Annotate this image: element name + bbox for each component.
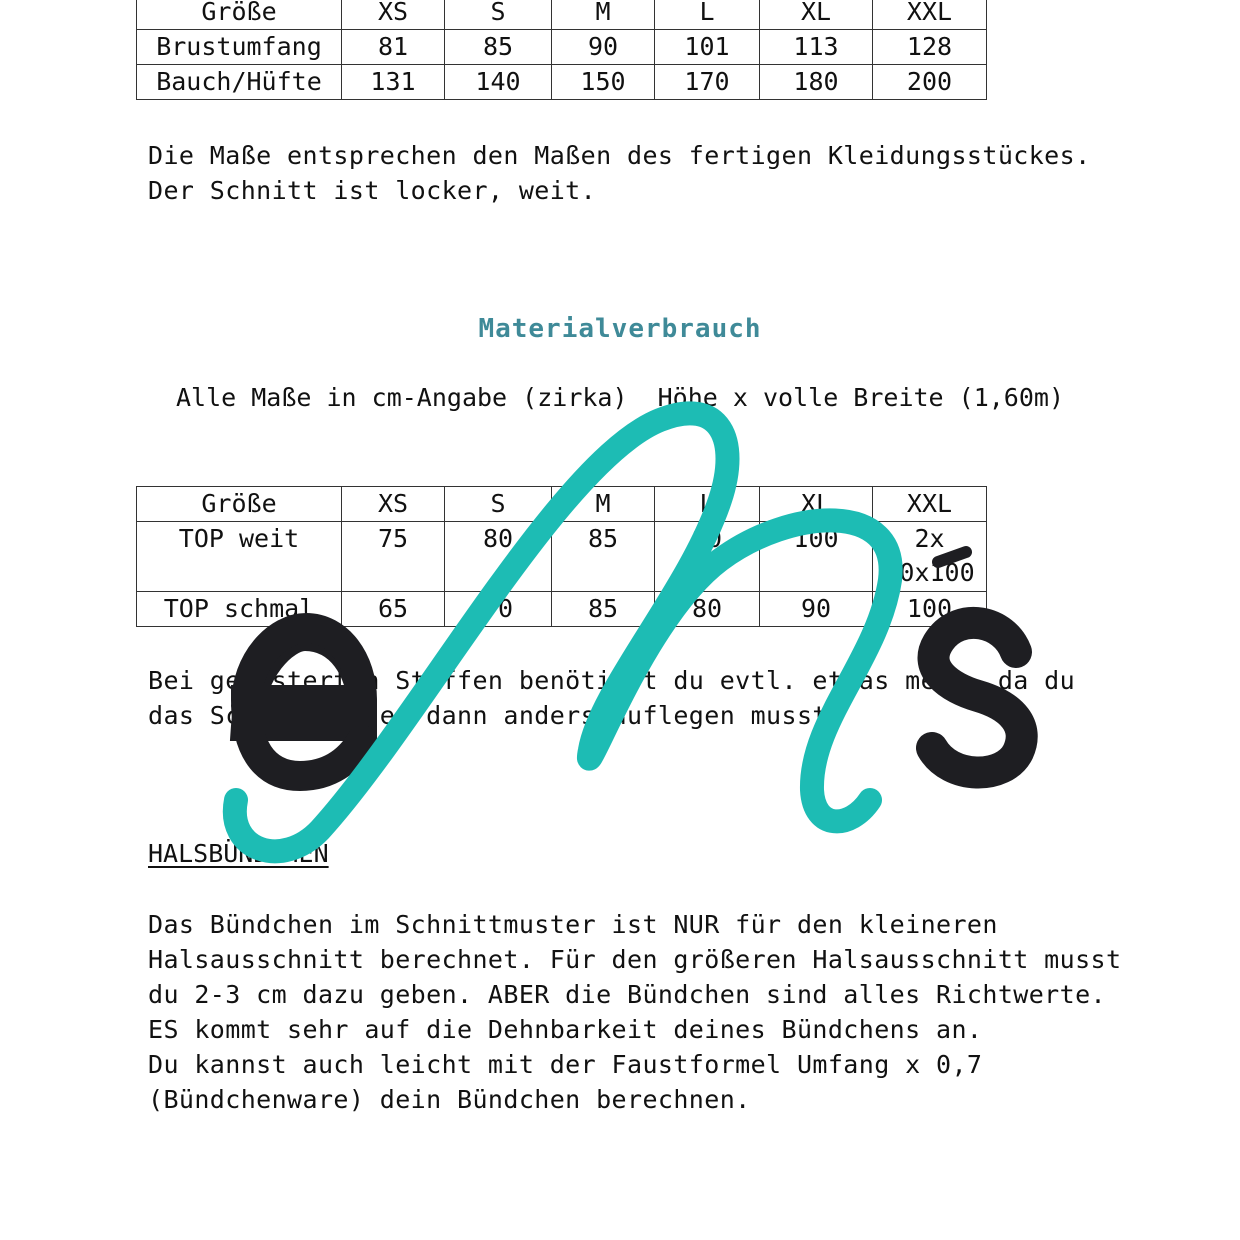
table-cell: 90 — [552, 30, 655, 65]
table-cell: 90 — [760, 592, 873, 627]
table-cell: 100 — [873, 592, 987, 627]
table-cell: 2x 90x100 — [873, 522, 987, 592]
table-cell: 65 — [342, 592, 445, 627]
table-cell: 131 — [342, 65, 445, 100]
table-row — [137, 592, 987, 627]
material-table — [136, 486, 987, 627]
table-cell: 113 — [760, 30, 873, 65]
table-cell: 80 — [445, 522, 552, 592]
table-cell: 70 — [445, 592, 552, 627]
size-table — [136, 0, 987, 100]
table-cell: L — [655, 0, 760, 30]
table-row — [137, 65, 987, 100]
table-cell: 170 — [655, 65, 760, 100]
table-cell: 85 — [552, 592, 655, 627]
section-heading-material: Materialverbrauch — [478, 314, 762, 344]
table-cell: TOP weit — [137, 522, 342, 592]
table-cell: Größe — [137, 487, 342, 522]
table-cell: XL — [760, 0, 873, 30]
table-cell: M — [552, 0, 655, 30]
table-cell: Bauch/Hüfte — [137, 65, 342, 100]
table-cell: 128 — [873, 30, 987, 65]
table-cell: 80 — [655, 592, 760, 627]
table-cell: 150 — [552, 65, 655, 100]
material-table-header-row — [137, 487, 987, 522]
table-cell: 140 — [445, 65, 552, 100]
table-cell: 101 — [655, 30, 760, 65]
table-cell: 81 — [342, 30, 445, 65]
measurement-note: Die Maße entsprechen den Maßen des fertigen Kleidungsstückes. Der Schnitt ist locker, weit. — [148, 141, 1091, 205]
table-cell: 85 — [445, 30, 552, 65]
table-row — [137, 30, 987, 65]
table-cell: Größe — [137, 0, 342, 30]
table-cell: M — [552, 487, 655, 522]
table-cell: 200 — [873, 65, 987, 100]
table-cell: XXL — [873, 487, 987, 522]
table-cell: 180 — [760, 65, 873, 100]
table-row — [137, 522, 987, 592]
table-cell: XL — [760, 487, 873, 522]
table-cell: 85 — [552, 522, 655, 592]
hals-body: Das Bündchen im Schnittmuster ist NUR für den kleineren Halsausschnitt berechnet. Für den größeren Halsausschnitt musst du 2-3 cm dazu geben. ABER die Bündchen sind alles Richtwerte. ES kommt sehr auf die Dehnbarkeit deines Bündchens an. Du kannst auch leicht mit der Faustformel Umfang x 0,7 (Bündchenware) dein Bündchen berechnen. — [148, 910, 1122, 1114]
table-cell: Brustumfang — [137, 30, 342, 65]
table-cell: 75 — [342, 522, 445, 592]
letter-m-stroke — [235, 413, 891, 851]
fabric-note: Bei gemusterten Stoffen benötigst du evtl. etwas mehr, da du das Schnittmuster dann anders auflegen musst. — [148, 666, 1076, 730]
table-cell: 100 — [760, 522, 873, 592]
table-cell: S — [445, 0, 552, 30]
table-cell: 90 — [655, 522, 760, 592]
table-cell: L — [655, 487, 760, 522]
size-table-header-row — [137, 0, 987, 30]
table-cell: TOP schmal — [137, 592, 342, 627]
table-cell: S — [445, 487, 552, 522]
table-cell: XXL — [873, 0, 987, 30]
table-cell: XS — [342, 487, 445, 522]
table-cell: XS — [342, 0, 445, 30]
hals-heading: HALSBÜNDCHEN — [148, 839, 329, 868]
material-subline: Alle Maße in cm-Angabe (zirka) Höhe x volle Breite (1,60m) — [175, 383, 1065, 412]
